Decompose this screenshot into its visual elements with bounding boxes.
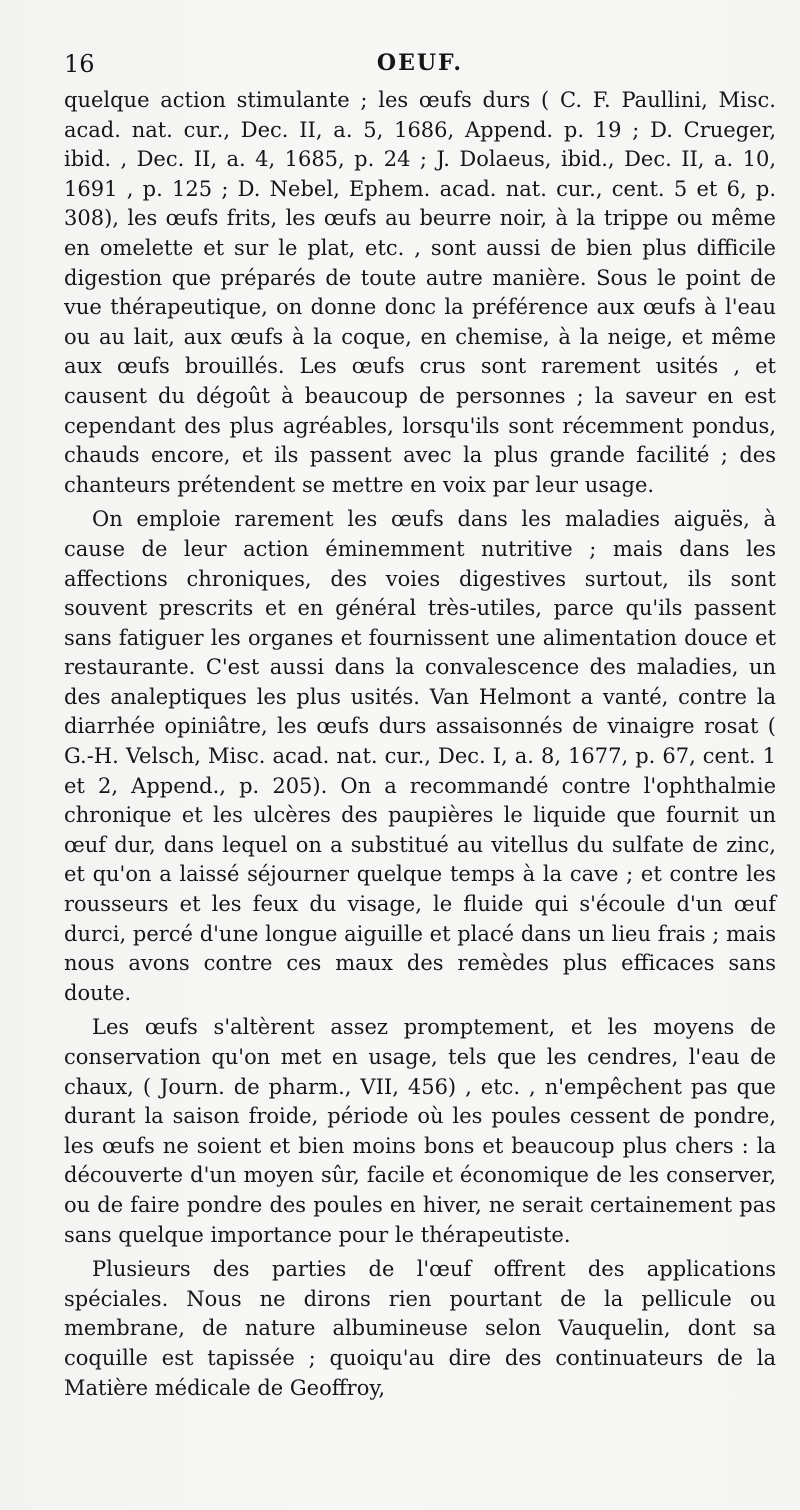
paragraph-continued: quelque action stimulante ; les œufs durs ( C. F. Paullini, Misc. acad. nat. cur., Dec. II, a. 5, 1686, Append. p. 19 ; D. Crueger, ibid. , Dec. II, a. 4, 1685, p. 24 ; J. Dolaeus, ibid., Dec. II, a. 10, 1691 , p. 125 ; D. Nebel, Ephem. acad. nat. cur., cent. 5 et 6, p. 308), les œufs frits, les œufs au beurre noir, à la trippe ou même en omelette et sur le plat, etc. , sont aussi de bien plus difficile digestion que préparés de toute autre manière. Sous le point de vue thérapeutique, on donne donc la préférence aux œufs à l'eau ou au lait, aux œufs à la coque, en chemise, à la neige, et même aux œufs brouillés. Les œufs crus sont rarement usités , et causent du dégoût à beaucoup de personnes ; la saveur en est cependant des plus agréables, lorsqu'ils sont récemment pondus, chauds encore, et ils passent avec la plus grande facilité ; des chanteurs prétendent se mettre en voix par leur usage. xyxy=(64,88,776,497)
body-text xyxy=(64,86,776,1403)
paragraph-therapeutic-uses: On emploie rarement les œufs dans les maladies aiguës, à cause de leur action éminemment nutritive ; mais dans les affections chroniques, des voies digestives surtout, ils sont souvent prescrits et en général très-utiles, parce qu'ils passent sans fatiguer les organes et fournissent une alimentation douce et restaurante. C'est aussi dans la convalescence des maladies, un des analeptiques les plus usités. Van Helmont a vanté, contre la diarrhée opiniâtre, les œufs durs assaisonnés de vinaigre rosat ( G.-H. Velsch, Misc. acad. nat. cur., Dec. I, a. 8, 1677, p. 67, cent. 1 et 2, Append., p. 205). On a recommandé contre l'ophthalmie chronique et les ulcères des paupières le liquide que fournit un œuf dur, dans lequel on a substitué au vitellus du sulfate de zinc, et qu'on a laissé séjourner quelque temps à la cave ; et contre les rousseurs et les feux du visage, le fluide qui s'écoule d'un œuf durci, percé d'une longue aiguille et placé dans un lieu frais ; mais nous avons contre ces maux des remèdes plus efficaces sans doute. xyxy=(64,507,776,1005)
paragraph-conservation: Les œufs s'altèrent assez promptement, et les moyens de conservation qu'on met en usage, tels que les cendres, l'eau de chaux, ( Journ. de pharm., VII, 456) , etc. , n'empêchent pas que durant la saison froide, période où les poules cessent de pondre, les œufs ne soient et bien moins bons et beaucoup plus chers : la découverte d'un moyen sûr, facile et économique de les conserver, ou de faire pondre des poules en hiver, ne serait certainement pas sans quelque importance pour le thérapeutiste. xyxy=(64,1015,776,1247)
page-header xyxy=(64,50,776,90)
running-head: OEUF. xyxy=(376,50,464,76)
page-number: 16 xyxy=(64,50,95,78)
paragraph-egg-parts: Plusieurs des parties de l'œuf offrent des applications spéciales. Nous ne dirons rien pourtant de la pellicule ou membrane, de nature albumineuse selon Vauquelin, dont sa coquille est tapissée ; quoiqu'au dire des continuateurs de la Matière médicale de Geoffroy, xyxy=(64,1257,776,1400)
